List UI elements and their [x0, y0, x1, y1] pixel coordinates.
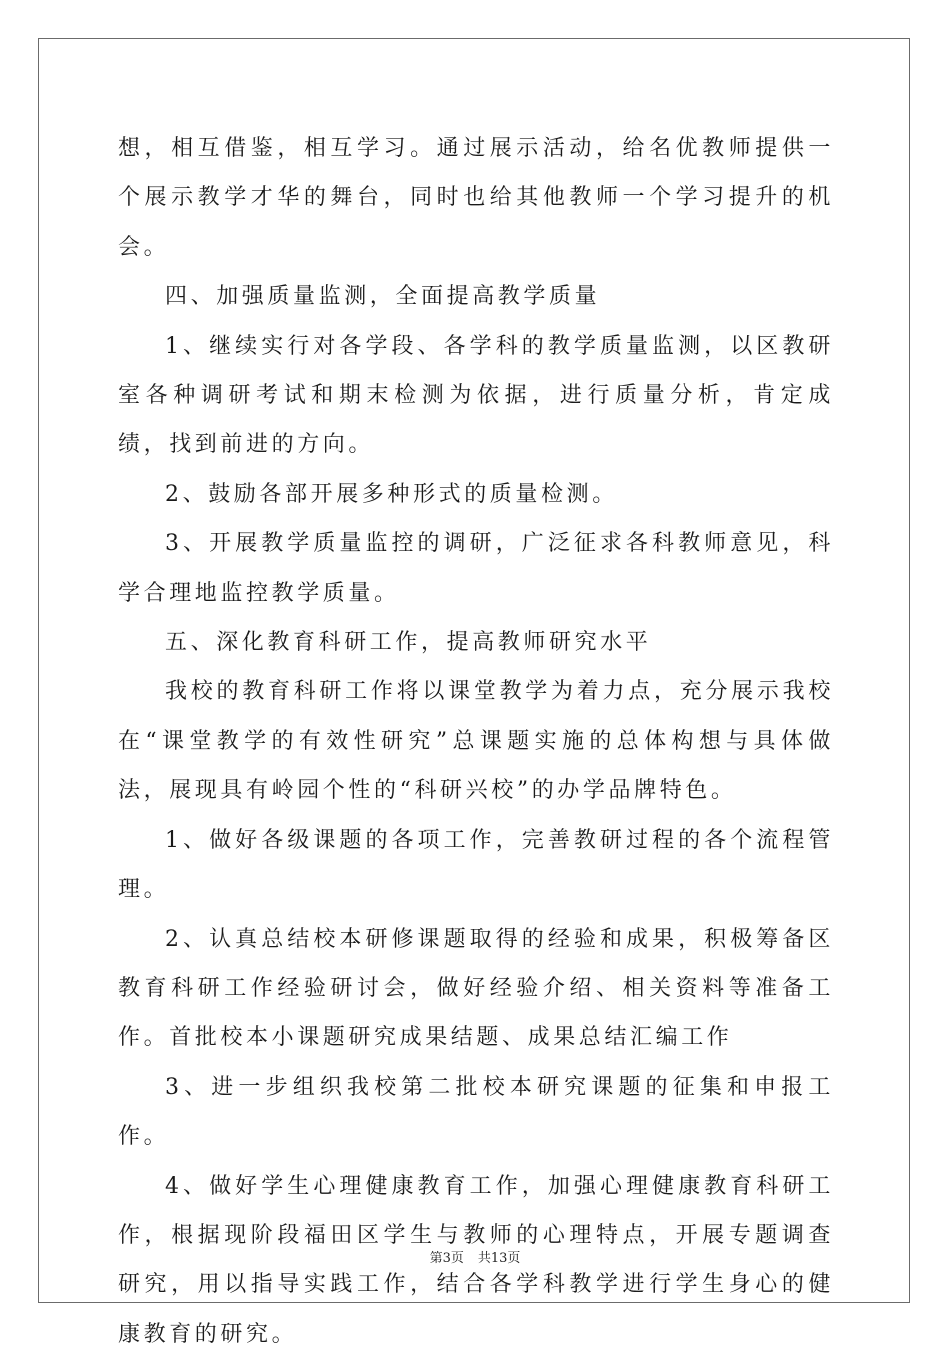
paragraph-quality-2: 2、鼓励各部开展多种形式的质量检测。	[165, 481, 618, 507]
document-body	[118, 124, 834, 1359]
page-number: 第3页	[429, 1251, 464, 1266]
paragraph-research-intro: 我校的教育科研工作将以课堂教学为着力点，充分展示我校在“课堂教学的有效性研究”总课题实施的总体构想与具体做法，展现具有岭园个性的“科研兴校”的办学品牌特色。	[118, 679, 834, 804]
paragraph-research-4: 4、做好学生心理健康教育工作，加强心理健康教育科研工作，根据现阶段福田区学生与教师的心理特点，开展专题调查研究，用以指导实践工作，结合各学科教学进行学生身心的健康教育的研究。	[118, 1173, 834, 1347]
paragraph-quality-1: 1、继续实行对各学段、各学科的教学质量监测，以区教研室各种调研考试和期末检测为依据，进行质量分析，肯定成绩，找到前进的方向。	[118, 333, 834, 458]
page-footer	[0, 1247, 950, 1266]
paragraph-quality-3: 3、开展教学质量监控的调研，广泛征求各科教师意见，科学合理地监控教学质量。	[118, 531, 834, 606]
section-heading-4: 四、加强质量监测，全面提高教学质量	[165, 284, 601, 310]
paragraph-research-1: 1、做好各级课题的各项工作，完善教研过程的各个流程管理。	[118, 827, 834, 903]
paragraph-research-3: 3、进一步组织我校第二批校本研究课题的征集和申报工作。	[118, 1074, 834, 1150]
section-heading-5: 五、深化教育科研工作，提高教师研究水平	[165, 630, 652, 656]
paragraph-1: 想，相互借鉴，相互学习。通过展示活动，给名优教师提供一个展示教学才华的舞台，同时也给其他教师一个学习提升的机会。	[118, 136, 834, 260]
paragraph-research-2: 2、认真总结校本研修课题取得的经验和成果，积极筹备区教育科研工作经验研讨会，做好经验介绍、相关资料等准备工作。首批校本小课题研究成果结题、成果总结汇编工作	[118, 926, 834, 1051]
page-total: 共13页	[477, 1251, 521, 1266]
